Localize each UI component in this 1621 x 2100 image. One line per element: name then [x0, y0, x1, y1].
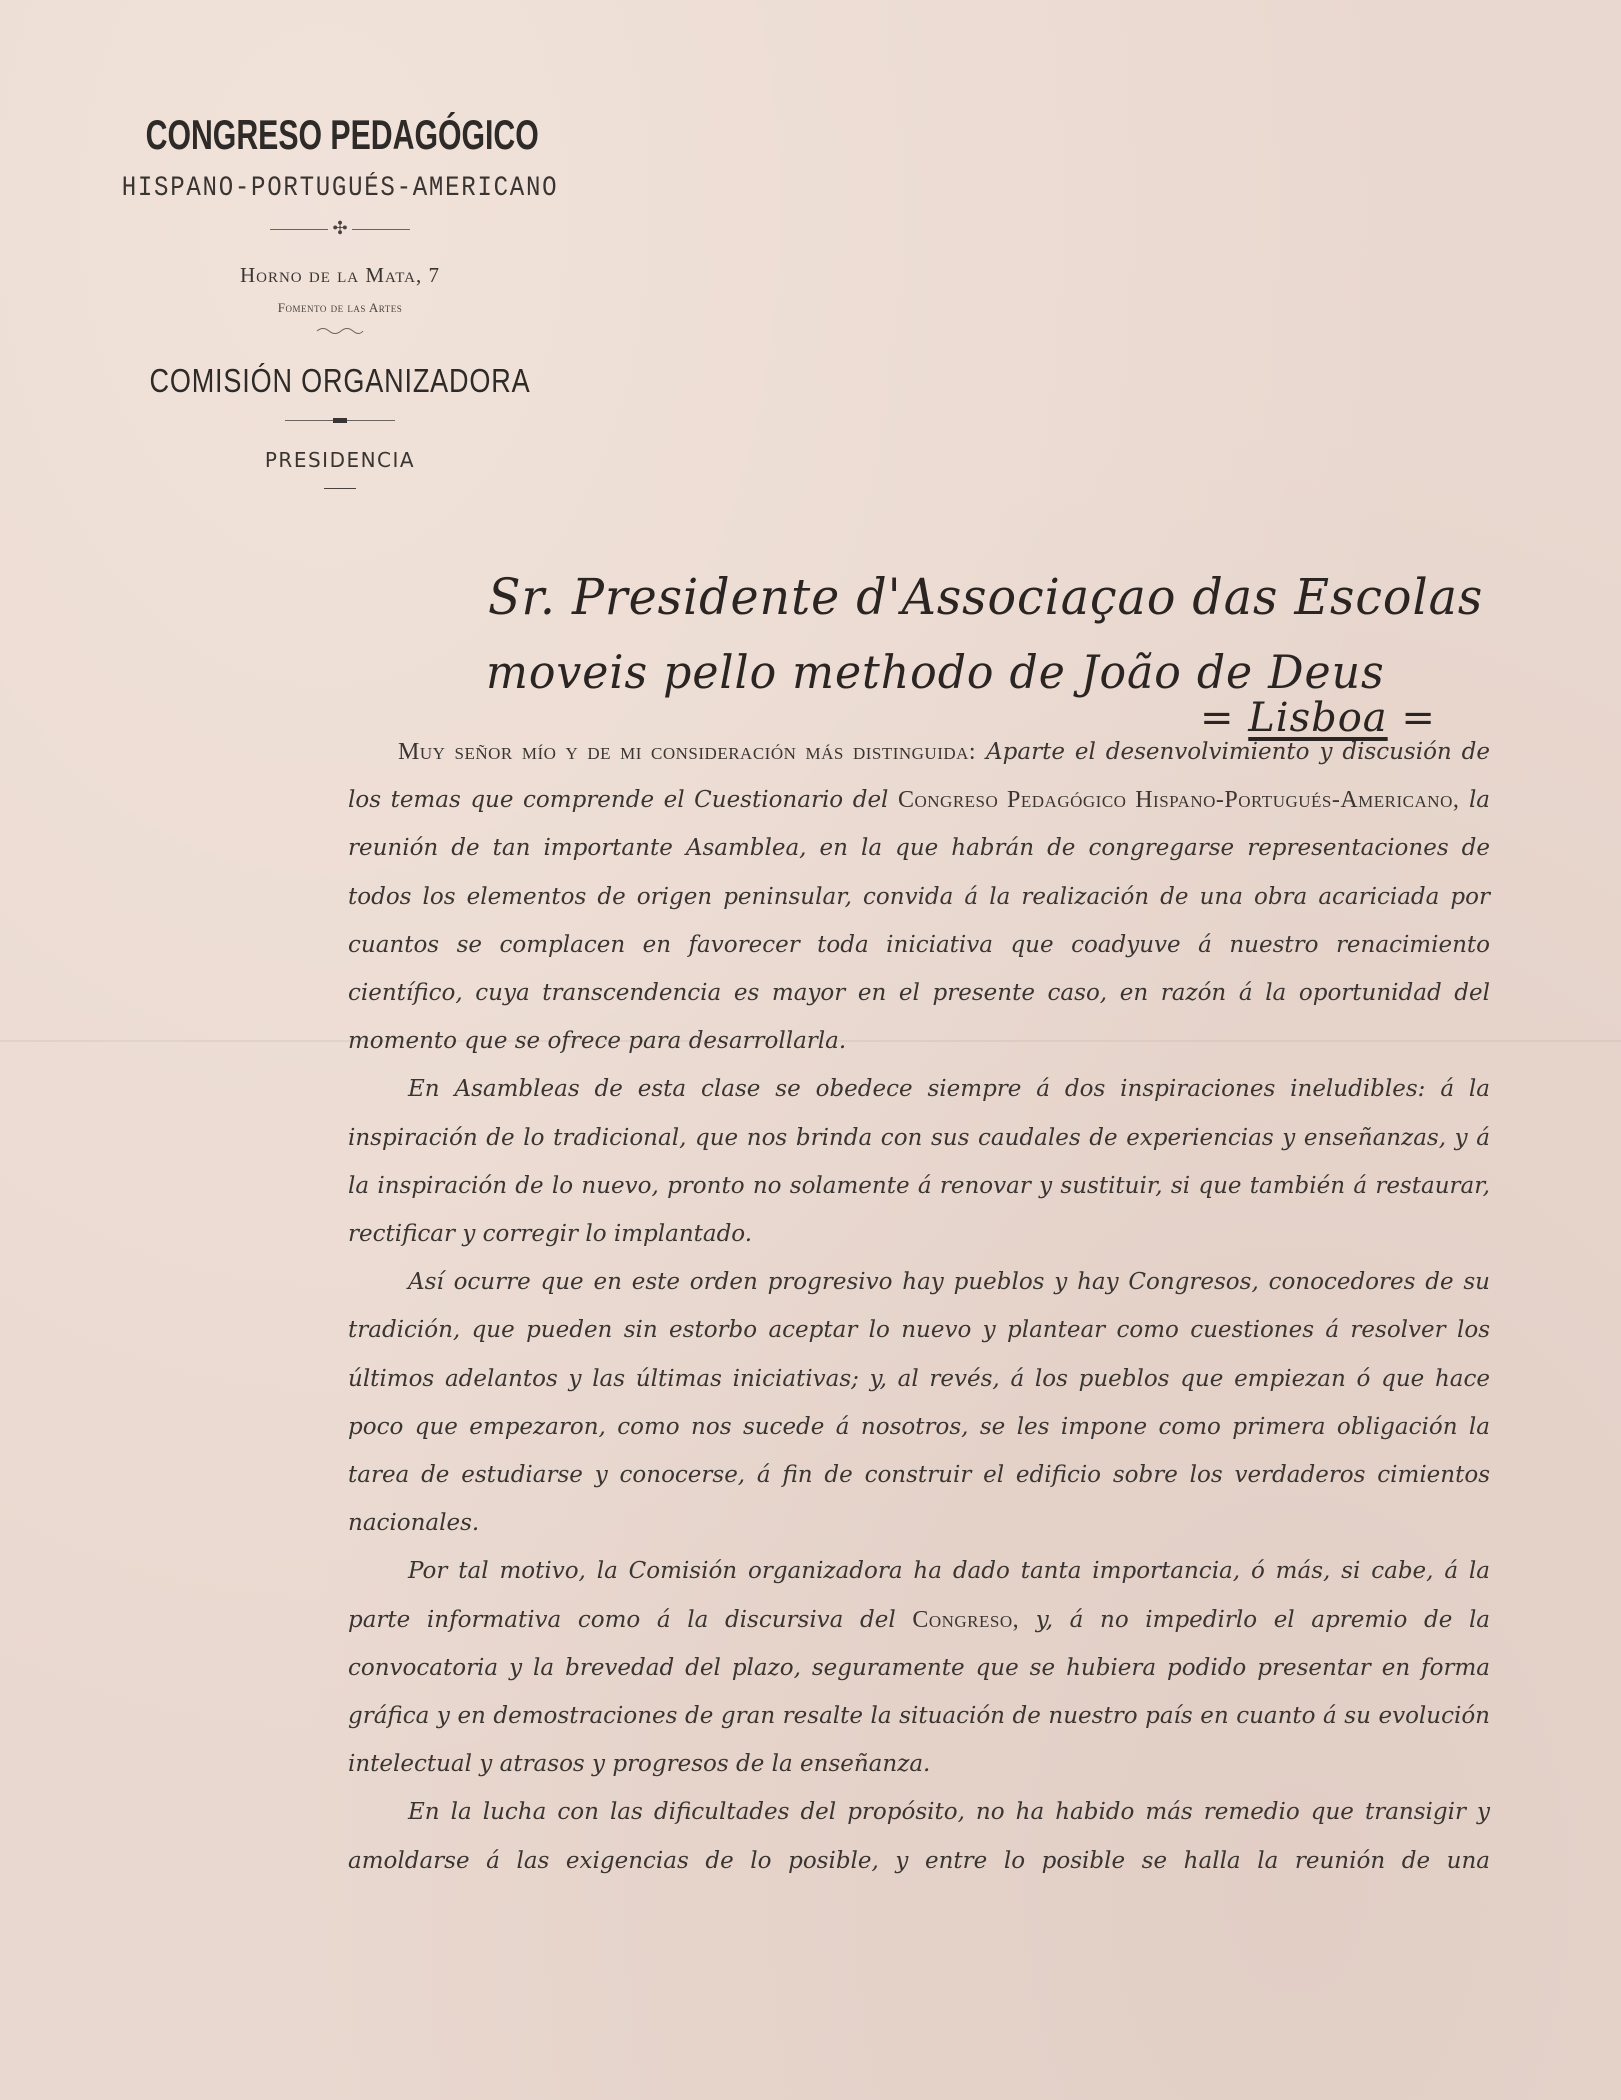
- letterhead-address: Horno de la Mata, 7: [239, 263, 441, 287]
- letter-body: [348, 728, 1490, 1885]
- fleuron-icon: ✣: [332, 218, 348, 239]
- letterhead-commission: COMISIÓN ORGANIZADORA: [149, 362, 531, 399]
- handwritten-city: = Lisboa =: [1200, 695, 1436, 741]
- handwritten-addressee-line2: moveis pello methodo de João de Deus: [486, 645, 1385, 699]
- bar-divider: [285, 416, 395, 424]
- letterhead-subtitle: HISPANO-PORTUGUÉS-AMERICANO: [121, 173, 559, 204]
- paragraph-2: En Asambleas de esta clase se obedece siempre á dos inspiraciones ineludibles: á la inspiración de lo tradicional, que nos brinda con sus caudales de experiencias y enseñanzas, y á la inspiración de lo nuevo, pronto no solamente á renovar y sustituir, si que también á restaurar, rectificar y corregir lo implantado.: [348, 1076, 1490, 1248]
- paragraph-5: En la lucha con las dificultades del propósito, no ha habido más remedio que transigir y amoldarse á las exigencias de lo posible, y entre lo posible se halla la reunión de una: [348, 1799, 1490, 1874]
- letterhead-title: CONGRESO PEDAGÓGICO: [145, 111, 539, 158]
- congress-name-short: Congreso,: [912, 1606, 1020, 1633]
- paragraph-1: Muy señor mío y de mi consideración más distinguida: Aparte el desenvolvimiento y discusión de los temas que comprende el Cuestionario del Congreso Pedagógico Hispano-Portugués-Americano, la reunión de tan importante Asamblea, en la que habrán de congregarse representaciones de todos los elementos de origen peninsular, convida á la realización de una obra acariciada por cuantos se complacen en favorecer toda iniciativa que coadyuve á nuestro renacimiento científico, cuya transcendencia es mayor en el presente caso, en razón á la oportunidad del momento que se ofrece para desarrollarla.: [348, 739, 1491, 1055]
- letterhead: [70, 105, 610, 489]
- handwritten-city-name: Lisboa: [1248, 695, 1388, 741]
- short-rule: [324, 488, 356, 489]
- wave-divider-icon: [315, 325, 365, 335]
- paragraph-4: Por tal motivo, la Comisión organizadora ha dado tanta importancia, ó más, si cabe, á la parte informativa como á la discursiva del Congreso, y, á no impedirlo el apremio de la convocatoria y la brevedad del plazo, seguramente que se hubiera podido presentar en forma gráfica y en demostraciones de gran resalte la situación de nuestro país en cuanto á su evolución intelectual y atrasos y progresos de la enseñanza.: [348, 1558, 1491, 1778]
- paragraph-3: Así ocurre que en este orden progresivo hay pueblos y hay Congresos, conocedores de su tradición, que pueden sin estorbo aceptar lo nuevo y plantear como cuestiones á resolver los últimos adelantos y las últimas iniciativas; y, al revés, á los pueblos que empiezan ó que hace poco que empezaron, como nos sucede á nosotros, se les impone como primera obligación la tarea de estudiarse y conocerse, á fin de construir el edificio sobre los verdaderos cimientos nacionales.: [348, 1269, 1490, 1537]
- divider-ornament: [270, 219, 410, 239]
- handwritten-addressee-line1: Sr. Presidente d'Associaçao das Escolas: [488, 568, 1484, 626]
- letterhead-office: PRESIDENCIA: [264, 448, 416, 472]
- congress-name: Congreso Pedagógico Hispano-Portugués-Americano,: [898, 787, 1460, 814]
- salutation: Muy señor mío y de mi consideración más distinguida:: [398, 739, 977, 765]
- letterhead-venue: Fomento de las Artes: [277, 300, 403, 315]
